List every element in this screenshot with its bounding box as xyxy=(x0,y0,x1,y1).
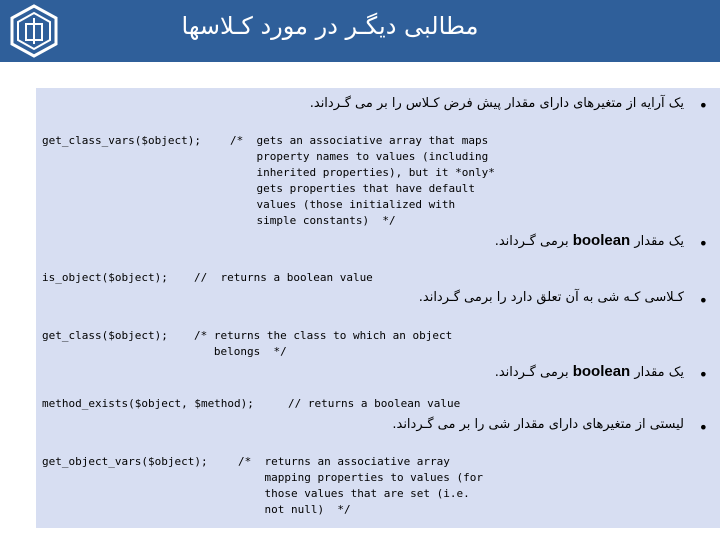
item-2-latin: boolean xyxy=(572,232,631,249)
code-is-object: is_object($object); xyxy=(42,271,168,284)
comment-method-exists: // returns a boolean value xyxy=(288,397,461,410)
bullet-icon: • xyxy=(698,291,708,310)
comment-get-class-vars: /* gets an associative array that maps property names to values (including inherited properties), but it *only* gets properties that have default values (those initialized with simple constants) */ xyxy=(230,134,495,227)
bullet-icon: • xyxy=(698,96,708,115)
bullet-icon: • xyxy=(698,234,708,253)
slide-title: مطالبی دیگـر در مورد کـلاسها xyxy=(181,12,479,40)
code-get-class-vars: get_class_vars($object); xyxy=(42,134,201,147)
item-4-latin: boolean xyxy=(572,363,631,380)
comment-is-object: // returns a boolean value xyxy=(194,271,373,284)
item-2-text xyxy=(495,232,684,249)
item-4-text-before: یک مقدار xyxy=(630,365,684,380)
item-2-text-after: برمی گـرداند. xyxy=(494,234,573,249)
bullet-icon: • xyxy=(698,365,708,384)
item-2-text-before: یک مقدار xyxy=(630,234,684,249)
comment-get-object-vars: /* returns an associative array mapping properties to values (for those values that are set (i.e. not null) */ xyxy=(238,455,484,516)
item-5-text: لیستی از متغیرهای دارای مقدار شی را بر می گـرداند. xyxy=(392,417,684,432)
code-method-exists: method_exists($object, $method); xyxy=(42,397,254,410)
item-4-text xyxy=(495,363,684,380)
code-get-class: get_class($object); xyxy=(42,329,168,342)
item-3-text: کـلاسی کـه شی به آن تعلق دارد را برمی گـرداند. xyxy=(418,290,684,305)
bullet-icon: • xyxy=(698,418,708,437)
comment-get-class: /* returns the class to which an object belongs */ xyxy=(194,329,453,358)
university-logo-icon xyxy=(8,4,60,58)
item-4-text-after: برمی گـرداند. xyxy=(494,365,573,380)
item-1-text: یک آرایه از متغیرهای دارای مقدار پیش فرض کـلاس را بر می گـرداند. xyxy=(309,96,684,111)
content-panel xyxy=(36,88,720,528)
slide-header xyxy=(0,0,720,62)
code-get-object-vars: get_object_vars($object); xyxy=(42,455,208,468)
